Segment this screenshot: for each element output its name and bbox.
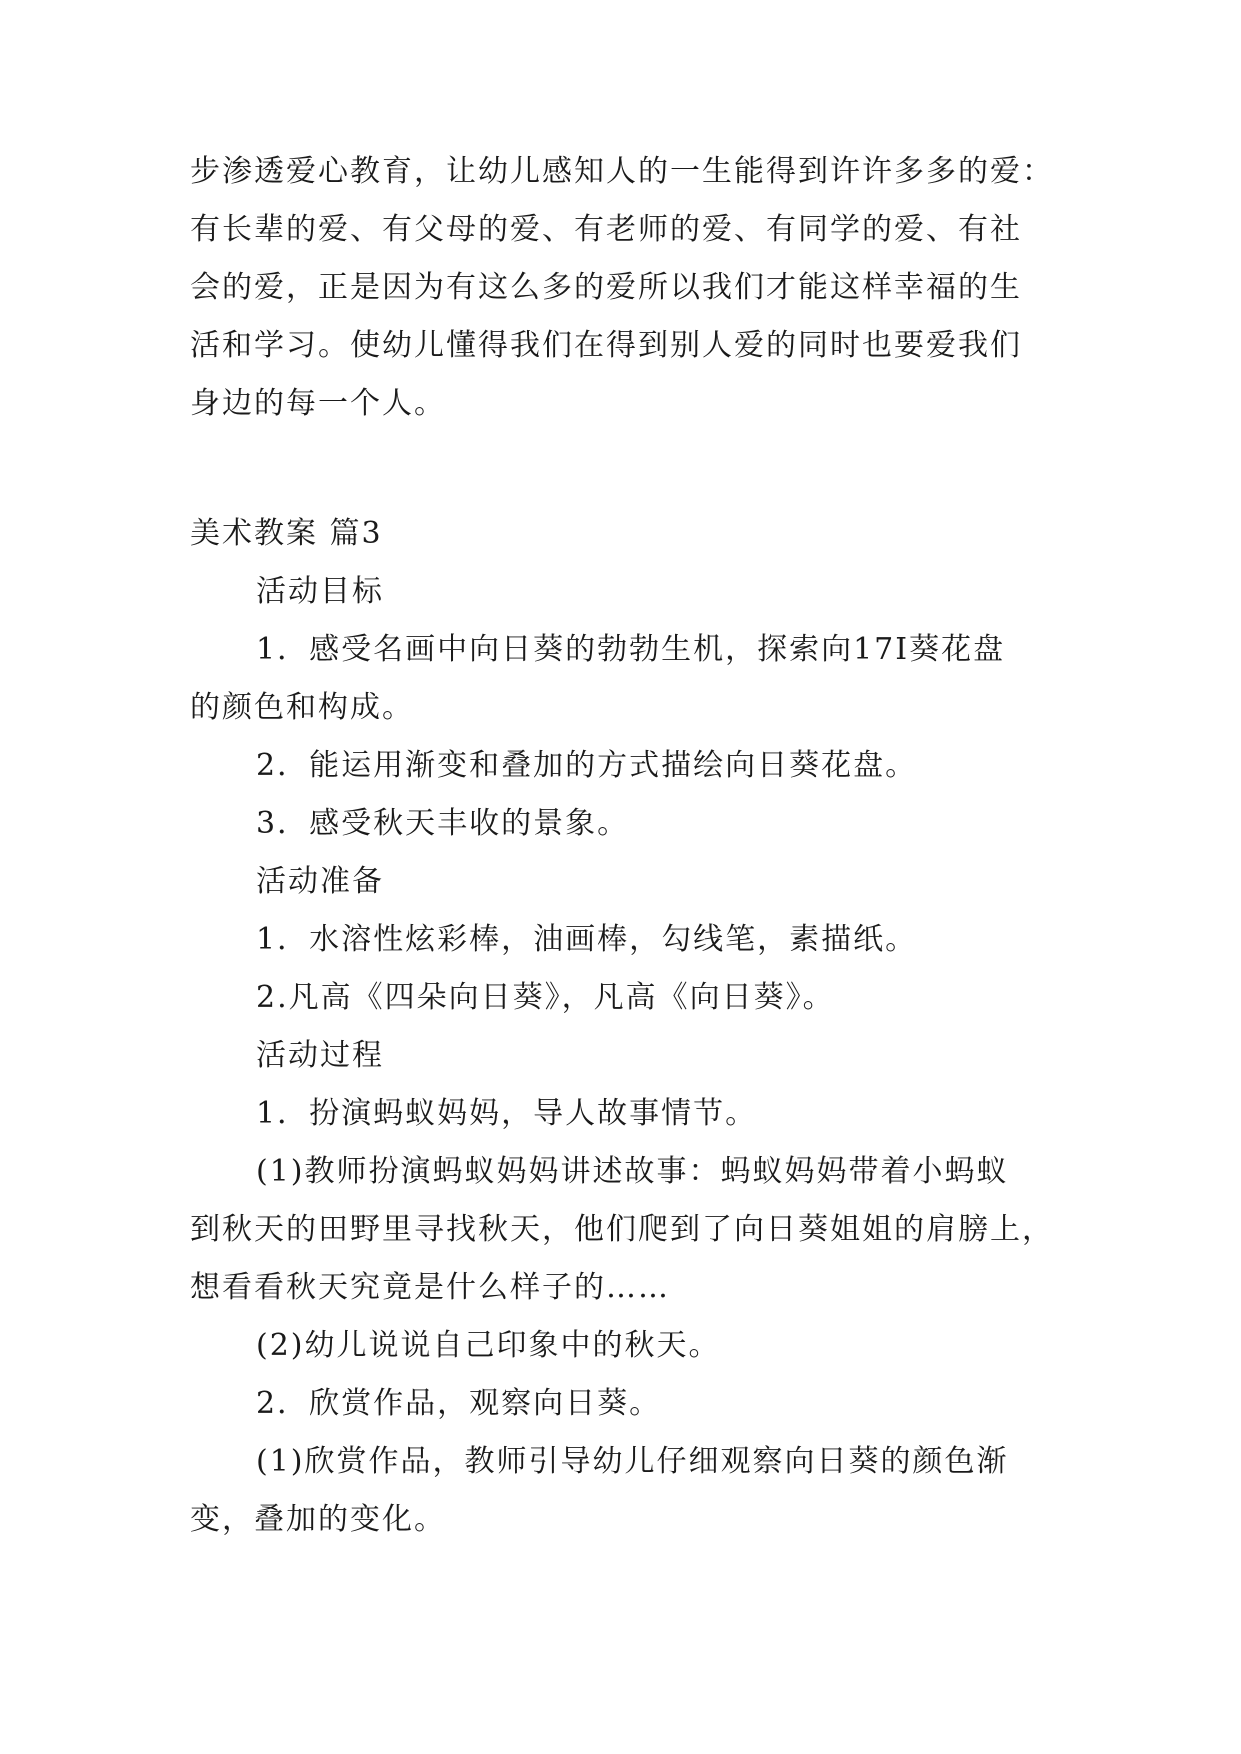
- process-step-1a-line-2: 到秋天的田野里寻找秋天，他们爬到了向日葵姐姐的肩膀上，: [190, 1212, 1054, 1247]
- section-title: 美术教案 篇3: [190, 516, 383, 551]
- preparation-item-1: 1．水溶性炫彩棒，油画棒，勾线笔，素描纸。: [256, 922, 918, 957]
- process-step-1a-line-1: (1)教师扮演蚂蚁妈妈讲述故事：蚂蚁妈妈带着小蚂蚁: [256, 1154, 1009, 1189]
- process-step-2a-line-1: (1)欣赏作品，教师引导幼儿仔细观察向日葵的颜色渐: [256, 1444, 1009, 1479]
- process-step-1b: (2)幼儿说说自己印象中的秋天。: [256, 1328, 721, 1363]
- intro-line-5: 身边的每一个人。: [190, 386, 446, 421]
- goal-item-2: 2．能运用渐变和叠加的方式描绘向日葵花盘。: [256, 748, 918, 783]
- process-step-2a-line-2: 变，叠加的变化。: [190, 1502, 446, 1537]
- preparation-item-2: 2.凡高《四朵向日葵》，凡高《向日葵》。: [256, 980, 835, 1015]
- process-step-2: 2．欣赏作品，观察向日葵。: [256, 1386, 662, 1421]
- intro-line-4: 活和学习。使幼儿懂得我们在得到别人爱的同时也要爱我们: [190, 328, 1022, 363]
- process-heading: 活动过程: [256, 1038, 384, 1073]
- goals-heading: 活动目标: [256, 574, 384, 609]
- process-step-1: 1．扮演蚂蚁妈妈，导人故事情节。: [256, 1096, 758, 1131]
- intro-line-2: 有长辈的爱、有父母的爱、有老师的爱、有同学的爱、有社: [190, 212, 1022, 247]
- intro-line-3: 会的爱，正是因为有这么多的爱所以我们才能这样幸福的生: [190, 270, 1022, 305]
- goal-item-1-line-2: 的颜色和构成。: [190, 690, 414, 725]
- intro-line-1: 步渗透爱心教育，让幼儿感知人的一生能得到许许多多的爱：: [190, 154, 1054, 189]
- process-step-1a-line-3: 想看看秋天究竟是什么样子的……: [190, 1270, 670, 1305]
- preparation-heading: 活动准备: [256, 864, 384, 899]
- goal-item-1-line-1: 1．感受名画中向日葵的勃勃生机，探索向17I葵花盘: [256, 632, 1006, 667]
- goal-item-3: 3．感受秋天丰收的景象。: [256, 806, 630, 841]
